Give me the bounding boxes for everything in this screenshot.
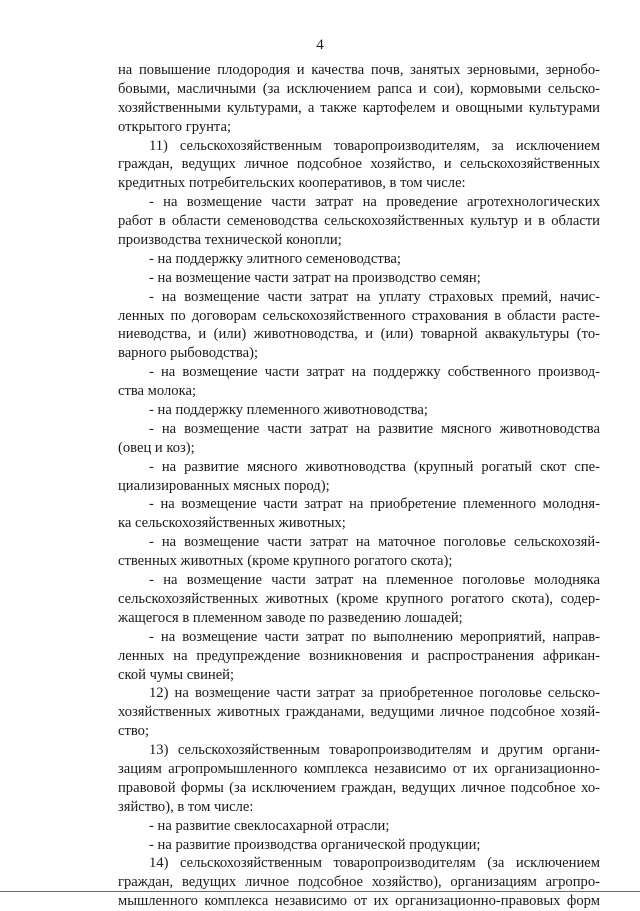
text-line: ленных на предупреждение возникновения и распространения африкан- (118, 647, 600, 664)
text-line: - на возмещение части затрат на приобретение племенного молодня- (149, 496, 600, 513)
text-line: граждан, ведущих личное подсобное хозяйство, и сельскохозяйственных (118, 156, 600, 173)
text-line: правовой формы (за исключением граждан, ведущих личное подсобное хо- (118, 779, 600, 796)
page-bottom-edge (0, 891, 640, 892)
text-line: ской чумы свиней; (118, 666, 235, 683)
text-line: производства технической конопли; (118, 232, 342, 249)
text-line: граждан, ведущих личное подсобное хозяйство), организациям агропро- (118, 874, 600, 891)
text-line: ка сельскохозяйственных животных; (118, 515, 346, 532)
text-line: ства молока; (118, 383, 196, 400)
text-line: - на возмещение части затрат на поддержку собственного производ- (149, 364, 600, 381)
text-line: мышленного комплекса независимо от их организационно-правовых форм (118, 893, 600, 910)
page-number: 4 (316, 37, 324, 53)
text-line: сельскохозяйственных животных (кроме крупного рогатого скота), содер- (118, 590, 600, 607)
text-line: зяйство), в том числе: (118, 798, 254, 815)
text-line: на повышение плодородия и качества почв, занятых зерновыми, зернобо- (118, 62, 600, 78)
text-line: - на возмещение части затрат по выполнению мероприятий, направ- (149, 628, 600, 645)
text-line: - на развитие свеклосахарной отрасли; (149, 817, 390, 834)
text-line: зациям агропромышленного комплекса независимо от их организационно- (118, 760, 600, 777)
text-line: - на развитие производства органической продукции; (149, 836, 481, 853)
text-line: - на возмещение части затрат на племенное поголовье молодняка (149, 572, 600, 589)
document-body (118, 61, 600, 911)
text-line: открытого грунта; (118, 118, 232, 135)
text-line: 11) сельскохозяйственным товаропроизводителям, за исключением (149, 137, 600, 154)
text-line: - на поддержку элитного семеноводства; (149, 250, 401, 267)
text-line: кредитных потребительских кооперативов, в том числе: (118, 175, 466, 192)
text-line: ство; (118, 723, 149, 740)
text-line: 12) на возмещение части затрат за приобретенное поголовье сельско- (149, 685, 600, 702)
text-line: работ в области семеноводства сельскохозяйственных культур и в области (118, 213, 600, 230)
text-line: хозяйственных животных гражданами, ведущими личное подсобное хозяй- (118, 704, 600, 721)
text-line: жащегося в племенном заводе по разведению лошадей; (118, 609, 463, 626)
text-line: - на возмещение части затрат на развитие мясного животноводства (149, 420, 600, 437)
text-line: - на возмещение части затрат на маточное поголовье сельскохозяй- (149, 534, 600, 551)
text-line: ленных по договорам сельскохозяйственного страхования в области расте- (118, 307, 600, 324)
text-line: бовыми, масличными (за исключением рапса и сои), кормовыми сельско- (118, 80, 600, 97)
text-line: - на возмещение части затрат на уплату страховых премий, начис- (149, 288, 600, 305)
text-line: ниеводства, и (или) животноводства, и (или) товарной аквакультуры (то- (118, 326, 600, 343)
text-line: циализированных мясных пород); (118, 477, 330, 494)
text-line: 13) сельскохозяйственным товаропроизводителям и другим органи- (149, 742, 600, 759)
text-line: хозяйственными культурами, а также картофелем и овощными культурами (118, 99, 600, 116)
text-line: - на развитие мясного животноводства (крупный рогатый скот спе- (149, 458, 600, 475)
text-line: - на возмещение части затрат на производство семян; (149, 269, 481, 286)
text-line: (овец и коз); (118, 439, 195, 456)
text-line: варного рыбоводства); (118, 345, 259, 362)
text-line: - на поддержку племенного животноводства; (149, 402, 428, 419)
text-line: ственных животных (кроме крупного рогатого скота); (118, 553, 453, 570)
text-line: 14) сельскохозяйственным товаропроизводителям (за исключением (149, 855, 600, 872)
text-line: - на возмещение части затрат на проведение агротехнологических (149, 194, 600, 211)
